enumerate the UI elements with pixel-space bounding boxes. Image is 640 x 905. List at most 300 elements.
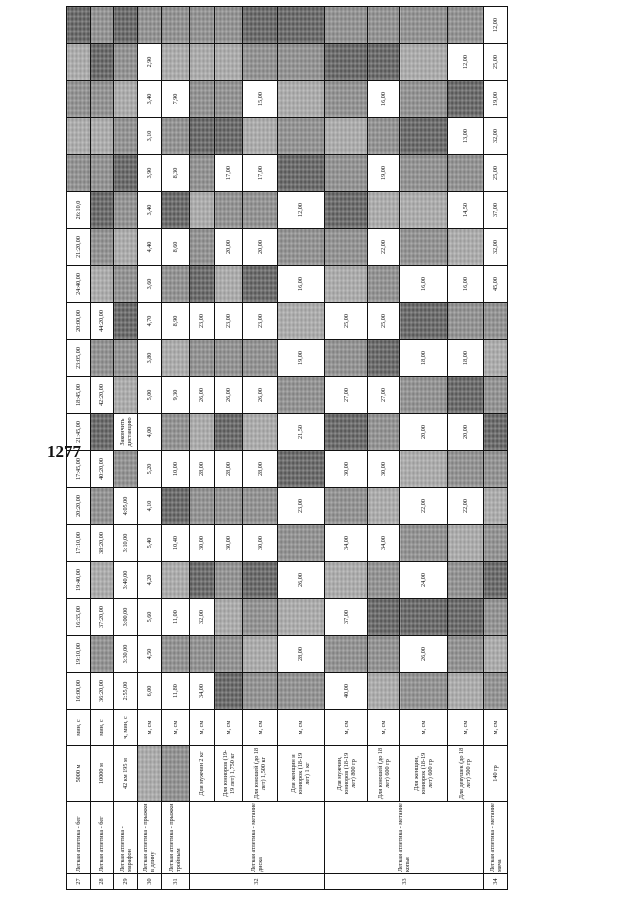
category: Для юниоров (19-19 лет) 1,750 кг bbox=[215, 746, 243, 802]
shaded-cell bbox=[400, 673, 447, 710]
standards-table bbox=[66, 6, 508, 890]
value-cell: 17:10,00 bbox=[67, 525, 91, 562]
value-cell: 38:20,00 bbox=[90, 525, 114, 562]
value-cell: 34,00 bbox=[368, 525, 400, 562]
shaded-cell bbox=[215, 118, 243, 155]
shaded-cell bbox=[114, 340, 138, 377]
shaded-cell bbox=[189, 81, 215, 118]
shaded-cell bbox=[90, 488, 114, 525]
value-cell: 21:20,00 bbox=[67, 229, 91, 266]
value-cell: 17:45,00 bbox=[67, 451, 91, 488]
shaded-cell bbox=[90, 340, 114, 377]
shaded-cell bbox=[484, 377, 508, 414]
shaded-cell bbox=[215, 7, 243, 44]
unit: м, см bbox=[277, 710, 324, 746]
value-cell: 5,00 bbox=[137, 377, 161, 414]
shaded-cell bbox=[161, 44, 189, 81]
shaded-cell bbox=[90, 192, 114, 229]
row-number: 30 bbox=[137, 874, 161, 890]
shaded-cell bbox=[277, 155, 324, 192]
shaded-cell bbox=[67, 7, 91, 44]
category: Для юношей (до 18 лет) 600 гр bbox=[368, 746, 400, 802]
shaded-cell bbox=[114, 377, 138, 414]
value-cell: 8,90 bbox=[161, 303, 189, 340]
shaded-cell bbox=[325, 192, 368, 229]
value-cell: 30,00 bbox=[368, 451, 400, 488]
value-cell: 8,60 bbox=[161, 229, 189, 266]
value-cell: 26:10,0 bbox=[67, 192, 91, 229]
shaded-cell bbox=[243, 599, 277, 636]
shaded-cell bbox=[90, 81, 114, 118]
shaded-cell bbox=[161, 340, 189, 377]
unit: мин, с bbox=[67, 710, 91, 746]
value-cell: 20:00,00 bbox=[67, 303, 91, 340]
shaded-cell bbox=[277, 377, 324, 414]
value-cell: 5,60 bbox=[137, 599, 161, 636]
value-cell: 12,00 bbox=[484, 7, 508, 44]
shaded-cell bbox=[400, 44, 447, 81]
page-number: 1277 bbox=[47, 442, 81, 461]
event-name: Легкая атлетика - бег bbox=[67, 802, 91, 874]
shaded-cell bbox=[189, 7, 215, 44]
value-cell: 28,00 bbox=[243, 451, 277, 488]
shaded-cell bbox=[90, 44, 114, 81]
value-cell: 30,00 bbox=[189, 525, 215, 562]
value-cell: 42:20,00 bbox=[90, 377, 114, 414]
shaded-cell bbox=[368, 488, 400, 525]
value-cell: 27,00 bbox=[325, 377, 368, 414]
unit: м, см bbox=[400, 710, 447, 746]
category: Для женщин, юниорок (18-19 лет) 600 гр bbox=[400, 746, 447, 802]
value-cell: 23:05,00 bbox=[67, 340, 91, 377]
category: 10000 м bbox=[90, 746, 114, 802]
value-cell: 16,00 bbox=[368, 81, 400, 118]
value-cell: 4,70 bbox=[137, 303, 161, 340]
shaded-cell bbox=[114, 229, 138, 266]
event-name: Легкая атлетика - метание копья bbox=[325, 802, 484, 874]
value-cell: 5,40 bbox=[137, 525, 161, 562]
shaded-cell bbox=[189, 340, 215, 377]
shaded-cell bbox=[484, 562, 508, 599]
shaded-cell bbox=[243, 7, 277, 44]
shaded-cell bbox=[484, 599, 508, 636]
shaded-cell bbox=[447, 303, 484, 340]
value-cell: 26,00 bbox=[400, 636, 447, 673]
value-cell: 4:05,00 bbox=[114, 488, 138, 525]
shaded-cell bbox=[447, 636, 484, 673]
shaded-cell bbox=[277, 7, 324, 44]
shaded-cell bbox=[189, 192, 215, 229]
value-cell: 3,10 bbox=[137, 118, 161, 155]
shaded-cell bbox=[114, 44, 138, 81]
shaded-cell bbox=[215, 81, 243, 118]
unit: м, см bbox=[189, 710, 215, 746]
value-cell: 28,00 bbox=[277, 636, 324, 673]
value-cell: 27,00 bbox=[368, 377, 400, 414]
value-cell: 21:45,00 bbox=[67, 414, 91, 451]
shaded-cell bbox=[215, 562, 243, 599]
value-cell: 20,00 bbox=[243, 229, 277, 266]
shaded-cell bbox=[161, 266, 189, 303]
shaded-cell bbox=[484, 414, 508, 451]
value-cell: 22,00 bbox=[368, 229, 400, 266]
unit: м, см bbox=[447, 710, 484, 746]
table-row bbox=[114, 7, 138, 890]
shaded-cell bbox=[114, 266, 138, 303]
shaded-cell bbox=[243, 673, 277, 710]
event-name: Легкая атлетика - бег bbox=[90, 802, 114, 874]
shaded-cell bbox=[90, 636, 114, 673]
shaded-cell bbox=[189, 636, 215, 673]
value-cell: 3:30,00 bbox=[114, 636, 138, 673]
value-cell: 28,00 bbox=[215, 451, 243, 488]
shaded-cell bbox=[368, 44, 400, 81]
shaded-cell bbox=[189, 229, 215, 266]
value-cell: 16,00 bbox=[400, 266, 447, 303]
value-cell: 6,00 bbox=[137, 673, 161, 710]
unit: ч, мин, с bbox=[114, 710, 138, 746]
value-cell: 20:20,00 bbox=[67, 488, 91, 525]
table-row bbox=[161, 7, 189, 890]
value-cell: 20,00 bbox=[215, 229, 243, 266]
shaded-cell bbox=[484, 488, 508, 525]
value-cell: 25,00 bbox=[325, 303, 368, 340]
value-cell: 30,00 bbox=[243, 525, 277, 562]
value-cell: 40:20,00 bbox=[90, 451, 114, 488]
shaded-cell bbox=[243, 488, 277, 525]
shaded-cell bbox=[400, 599, 447, 636]
table-row bbox=[277, 7, 324, 890]
shaded-cell bbox=[215, 414, 243, 451]
table-body bbox=[67, 7, 508, 890]
shaded-cell bbox=[447, 525, 484, 562]
category: 140 гр bbox=[484, 746, 508, 802]
table-row bbox=[215, 7, 243, 890]
shaded-cell bbox=[67, 81, 91, 118]
row-number: 29 bbox=[114, 874, 138, 890]
shaded-cell bbox=[90, 562, 114, 599]
value-cell: 17,00 bbox=[243, 155, 277, 192]
value-cell: 4,20 bbox=[137, 562, 161, 599]
event-name: Легкая атлетика - метание мяча bbox=[484, 802, 508, 874]
value-cell: 16:00,00 bbox=[67, 673, 91, 710]
unit: м, см bbox=[484, 710, 508, 746]
value-cell: 9,30 bbox=[161, 377, 189, 414]
shaded-cell bbox=[114, 118, 138, 155]
shaded-cell bbox=[447, 81, 484, 118]
value-cell: 22,00 bbox=[400, 488, 447, 525]
value-cell: 23,00 bbox=[189, 303, 215, 340]
shaded-cell bbox=[447, 599, 484, 636]
shaded-cell bbox=[189, 155, 215, 192]
shaded-cell bbox=[90, 229, 114, 266]
shaded-cell bbox=[243, 44, 277, 81]
shaded-cell bbox=[400, 155, 447, 192]
shaded-cell bbox=[137, 746, 161, 802]
shaded-cell bbox=[215, 636, 243, 673]
category: Для мужчин, юниоров (18-19 лет) 800 гр bbox=[325, 746, 368, 802]
shaded-cell bbox=[484, 636, 508, 673]
shaded-cell bbox=[400, 303, 447, 340]
value-cell: 4,00 bbox=[137, 414, 161, 451]
category: Для юношей (до 18 лет) 1,500 кг bbox=[243, 746, 277, 802]
value-cell: 22,00 bbox=[447, 488, 484, 525]
shaded-cell bbox=[277, 673, 324, 710]
value-cell: 34,00 bbox=[189, 673, 215, 710]
shaded-cell bbox=[368, 340, 400, 377]
category: Для девушек (до 18 лет) 500 гр bbox=[447, 746, 484, 802]
shaded-cell bbox=[215, 488, 243, 525]
value-cell: 16,00 bbox=[277, 266, 324, 303]
shaded-cell bbox=[277, 451, 324, 488]
shaded-cell bbox=[161, 746, 189, 802]
shaded-cell bbox=[189, 488, 215, 525]
value-cell: 18,00 bbox=[447, 340, 484, 377]
shaded-cell bbox=[161, 636, 189, 673]
category: Для женщин и юниорок (18-19 лет) 1 кг bbox=[277, 746, 324, 802]
value-cell: 12,00 bbox=[277, 192, 324, 229]
value-cell: 16:35,00 bbox=[67, 599, 91, 636]
value-cell: 34,00 bbox=[325, 525, 368, 562]
shaded-cell bbox=[400, 7, 447, 44]
value-cell: 11,00 bbox=[161, 599, 189, 636]
value-cell: 3,80 bbox=[137, 340, 161, 377]
shaded-cell bbox=[90, 414, 114, 451]
value-cell: 19:40,00 bbox=[67, 562, 91, 599]
value-cell: 24:40,00 bbox=[67, 266, 91, 303]
shaded-cell bbox=[325, 562, 368, 599]
row-number: 31 bbox=[161, 874, 189, 890]
value-cell: 11,80 bbox=[161, 673, 189, 710]
shaded-cell bbox=[189, 266, 215, 303]
shaded-cell bbox=[114, 303, 138, 340]
category: 5000 м bbox=[67, 746, 91, 802]
shaded-cell bbox=[277, 229, 324, 266]
finish-distance-note: Закончить дистанцию bbox=[114, 414, 138, 451]
shaded-cell bbox=[325, 118, 368, 155]
shaded-cell bbox=[400, 451, 447, 488]
shaded-cell bbox=[161, 488, 189, 525]
shaded-cell bbox=[368, 636, 400, 673]
value-cell: 30,00 bbox=[215, 525, 243, 562]
shaded-cell bbox=[189, 562, 215, 599]
unit: м, см bbox=[137, 710, 161, 746]
unit: м, см bbox=[215, 710, 243, 746]
value-cell: 3,90 bbox=[137, 155, 161, 192]
shaded-cell bbox=[90, 118, 114, 155]
shaded-cell bbox=[243, 636, 277, 673]
table-row bbox=[368, 7, 400, 890]
shaded-cell bbox=[325, 229, 368, 266]
table-row bbox=[325, 7, 368, 890]
shaded-cell bbox=[243, 340, 277, 377]
table-row bbox=[484, 7, 508, 890]
shaded-cell bbox=[447, 7, 484, 44]
category: 42 км 195 м bbox=[114, 746, 138, 802]
value-cell: 44:20,00 bbox=[90, 303, 114, 340]
shaded-cell bbox=[400, 81, 447, 118]
shaded-cell bbox=[484, 303, 508, 340]
shaded-cell bbox=[325, 7, 368, 44]
shaded-cell bbox=[447, 673, 484, 710]
shaded-cell bbox=[215, 673, 243, 710]
shaded-cell bbox=[325, 155, 368, 192]
table-row bbox=[90, 7, 114, 890]
table-row bbox=[400, 7, 447, 890]
value-cell: 4,50 bbox=[137, 636, 161, 673]
shaded-cell bbox=[368, 562, 400, 599]
table-row bbox=[137, 7, 161, 890]
value-cell: 25,00 bbox=[484, 155, 508, 192]
value-cell: 23,00 bbox=[277, 488, 324, 525]
shaded-cell bbox=[243, 414, 277, 451]
shaded-cell bbox=[400, 525, 447, 562]
value-cell: 28,00 bbox=[189, 451, 215, 488]
shaded-cell bbox=[368, 414, 400, 451]
shaded-cell bbox=[325, 636, 368, 673]
event-name: Легкая атлетика - прыжки в длину bbox=[137, 802, 161, 874]
shaded-cell bbox=[161, 7, 189, 44]
event-name: Легкая атлетика - метание диска bbox=[189, 802, 324, 874]
shaded-cell bbox=[114, 7, 138, 44]
shaded-cell bbox=[277, 118, 324, 155]
value-cell: 20,00 bbox=[400, 414, 447, 451]
row-number: 27 bbox=[67, 874, 91, 890]
value-cell: 2:55,00 bbox=[114, 673, 138, 710]
value-cell: 12,00 bbox=[447, 44, 484, 81]
table-row bbox=[243, 7, 277, 890]
shaded-cell bbox=[447, 451, 484, 488]
shaded-cell bbox=[368, 192, 400, 229]
value-cell: 20,00 bbox=[447, 414, 484, 451]
event-name: Легкая атлетика - прыжки тройным bbox=[161, 802, 189, 874]
shaded-cell bbox=[400, 118, 447, 155]
value-cell: 14,50 bbox=[447, 192, 484, 229]
unit: м, см bbox=[325, 710, 368, 746]
shaded-cell bbox=[243, 118, 277, 155]
row-number: 34 bbox=[484, 874, 508, 890]
row-number: 33 bbox=[325, 874, 484, 890]
shaded-cell bbox=[215, 340, 243, 377]
value-cell: 3:00,00 bbox=[114, 599, 138, 636]
value-cell: 19:10,00 bbox=[67, 636, 91, 673]
shaded-cell bbox=[215, 266, 243, 303]
value-cell: 18:45,00 bbox=[67, 377, 91, 414]
value-cell: 19,00 bbox=[368, 155, 400, 192]
shaded-cell bbox=[277, 44, 324, 81]
event-name: Легкая атлетика - марафон bbox=[114, 802, 138, 874]
shaded-cell bbox=[67, 118, 91, 155]
value-cell: 25,00 bbox=[484, 44, 508, 81]
rotated-table-wrapper bbox=[66, 18, 508, 890]
value-cell: 4,10 bbox=[137, 488, 161, 525]
shaded-cell bbox=[67, 44, 91, 81]
unit: м, см bbox=[243, 710, 277, 746]
value-cell: 32,00 bbox=[484, 229, 508, 266]
unit: м, см bbox=[368, 710, 400, 746]
value-cell: 26,00 bbox=[215, 377, 243, 414]
shaded-cell bbox=[368, 673, 400, 710]
shaded-cell bbox=[114, 451, 138, 488]
value-cell: 19,00 bbox=[277, 340, 324, 377]
shaded-cell bbox=[277, 303, 324, 340]
value-cell: 37,00 bbox=[484, 192, 508, 229]
shaded-cell bbox=[161, 414, 189, 451]
value-cell: 10,40 bbox=[161, 525, 189, 562]
unit: м, см bbox=[161, 710, 189, 746]
row-number: 32 bbox=[189, 874, 324, 890]
shaded-cell bbox=[484, 525, 508, 562]
value-cell: 37:20,00 bbox=[90, 599, 114, 636]
value-cell: 24,00 bbox=[400, 562, 447, 599]
table-row bbox=[189, 7, 215, 890]
shaded-cell bbox=[277, 599, 324, 636]
shaded-cell bbox=[114, 155, 138, 192]
value-cell: 3,40 bbox=[137, 192, 161, 229]
value-cell: 26,00 bbox=[189, 377, 215, 414]
shaded-cell bbox=[447, 562, 484, 599]
value-cell: 2,90 bbox=[137, 44, 161, 81]
value-cell: 40,00 bbox=[325, 673, 368, 710]
shaded-cell bbox=[368, 599, 400, 636]
shaded-cell bbox=[215, 599, 243, 636]
shaded-cell bbox=[243, 562, 277, 599]
value-cell: 21,50 bbox=[277, 414, 324, 451]
value-cell: 36:20,00 bbox=[90, 673, 114, 710]
value-cell: 16,00 bbox=[447, 266, 484, 303]
shaded-cell bbox=[325, 44, 368, 81]
shaded-cell bbox=[90, 266, 114, 303]
shaded-cell bbox=[325, 340, 368, 377]
shaded-cell bbox=[277, 525, 324, 562]
value-cell: 37,00 bbox=[325, 599, 368, 636]
value-cell: 13,00 bbox=[447, 118, 484, 155]
value-cell: 3:10,00 bbox=[114, 525, 138, 562]
value-cell: 17,00 bbox=[215, 155, 243, 192]
value-cell: 10,00 bbox=[161, 451, 189, 488]
shaded-cell bbox=[189, 118, 215, 155]
shaded-cell bbox=[400, 377, 447, 414]
value-cell: 32,00 bbox=[484, 118, 508, 155]
shaded-cell bbox=[215, 44, 243, 81]
shaded-cell bbox=[114, 81, 138, 118]
value-cell: 3:40,00 bbox=[114, 562, 138, 599]
shaded-cell bbox=[277, 81, 324, 118]
shaded-cell bbox=[215, 192, 243, 229]
shaded-cell bbox=[137, 7, 161, 44]
value-cell: 8,30 bbox=[161, 155, 189, 192]
shaded-cell bbox=[114, 192, 138, 229]
value-cell: 5,20 bbox=[137, 451, 161, 488]
shaded-cell bbox=[368, 7, 400, 44]
value-cell: 26,00 bbox=[277, 562, 324, 599]
shaded-cell bbox=[484, 451, 508, 488]
value-cell: 25,00 bbox=[368, 303, 400, 340]
value-cell: 26,00 bbox=[243, 377, 277, 414]
shaded-cell bbox=[325, 81, 368, 118]
value-cell: 18,00 bbox=[400, 340, 447, 377]
shaded-cell bbox=[90, 155, 114, 192]
unit: мин, с bbox=[90, 710, 114, 746]
scanned-table-area bbox=[66, 18, 508, 890]
shaded-cell bbox=[484, 340, 508, 377]
value-cell: 32,00 bbox=[189, 599, 215, 636]
shaded-cell bbox=[161, 562, 189, 599]
table-row bbox=[67, 7, 91, 890]
value-cell: 3,40 bbox=[137, 81, 161, 118]
shaded-cell bbox=[325, 266, 368, 303]
value-cell: 15,00 bbox=[243, 81, 277, 118]
